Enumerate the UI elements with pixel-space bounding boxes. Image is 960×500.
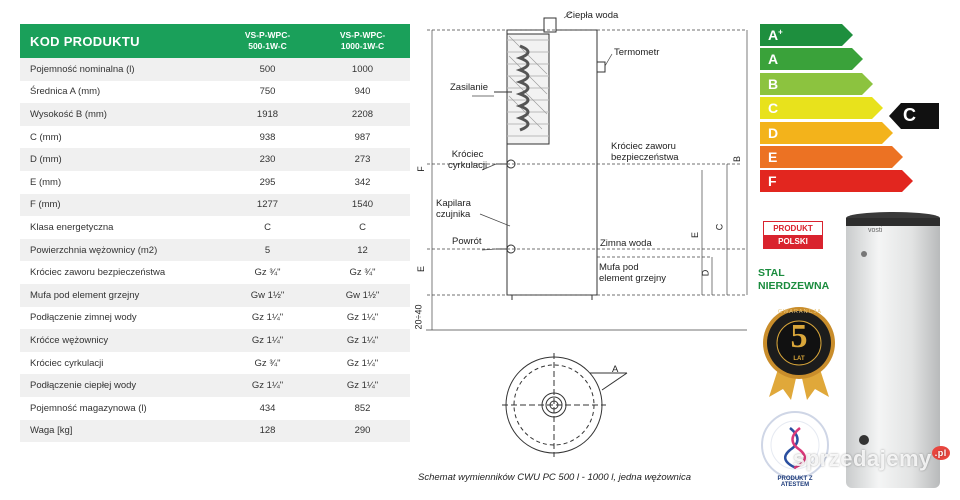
value-1000: Gz 1¼" — [346, 380, 379, 392]
value-500: Gw 1½" — [250, 289, 285, 301]
spec-table-body — [20, 58, 410, 442]
energy-class-letter: B — [768, 75, 779, 92]
value-1000: Gz 1¼" — [346, 312, 379, 324]
value-1000: 940 — [354, 86, 371, 98]
value-500: 750 — [259, 86, 276, 98]
value-500: 500 — [259, 63, 276, 75]
row-label: Króciec cyrkulacji — [30, 357, 104, 369]
value-1000: C — [359, 221, 366, 233]
row-label: Wysokość B (mm) — [30, 108, 107, 120]
dim-a: A — [612, 364, 619, 375]
table-row — [20, 148, 410, 171]
spec-table-header — [20, 24, 410, 58]
row-label: Waga [kg] — [30, 425, 73, 437]
row-label: C (mm) — [30, 131, 62, 143]
energy-class-bar — [760, 122, 894, 144]
dim-d: D — [700, 269, 711, 277]
table-row — [20, 171, 410, 194]
table-row — [20, 103, 410, 126]
energy-arrow — [760, 97, 884, 119]
row-label: E (mm) — [30, 176, 62, 188]
value-1000: 290 — [354, 425, 371, 437]
energy-class-bar — [760, 146, 904, 168]
header-model-500: VS-P-WPC- 500-1W-C — [244, 30, 291, 51]
value-1000: 12 — [357, 244, 368, 256]
row-label: Króciec zaworu bezpieczeństwa — [30, 267, 166, 279]
brand-logo: vosti — [868, 227, 883, 234]
value-1000: 273 — [354, 154, 371, 166]
energy-arrow — [760, 146, 904, 168]
value-500: 1918 — [256, 108, 279, 120]
table-row — [20, 216, 410, 239]
label-sensor: Kapilara czujnika — [436, 198, 471, 220]
table-row — [20, 81, 410, 104]
energy-class-letter: F — [768, 173, 777, 190]
dim-e: E — [416, 265, 427, 273]
warranty-ring-text: GWARANCJA — [778, 309, 822, 315]
table-row — [20, 397, 410, 420]
energy-class-bar — [760, 97, 884, 119]
label-cold-water: Zimna woda — [600, 238, 652, 249]
row-label: Średnica A (mm) — [30, 86, 101, 98]
table-row — [20, 261, 410, 284]
value-1000: 1000 — [351, 63, 374, 75]
row-label: Króćce wężownicy — [30, 334, 109, 346]
value-500: Gz 1¼" — [251, 312, 284, 324]
table-row — [20, 239, 410, 262]
dim-f: F — [415, 166, 426, 172]
tank-diagram — [412, 0, 760, 500]
certification-text: PRODUKT Z ATESTEM — [777, 476, 813, 488]
row-label: Klasa energetyczna — [30, 221, 114, 233]
badge-polish: POLSKI — [764, 235, 822, 248]
energy-class-bar — [760, 48, 864, 70]
label-return: Powrót — [452, 236, 482, 247]
energy-class-bar — [760, 24, 854, 46]
site-watermark: sprzedajemy $^{.pl}$ — [793, 446, 950, 472]
diagram-caption: Schemat wymienników CWU PC 500 l - 1000 l, jedna wężownica — [418, 472, 691, 483]
energy-class-bar — [760, 170, 914, 192]
value-1000: 987 — [354, 131, 371, 143]
row-label: D (mm) — [30, 154, 62, 166]
row-label: Pojemność magazynowa (l) — [30, 402, 147, 414]
energy-class-letter: A+ — [768, 27, 783, 43]
value-500: Gz 1¼" — [251, 380, 284, 392]
value-500: Gz ¾" — [254, 357, 281, 369]
label-safety-valve: Króciec zaworu bezpieczeństwa — [611, 141, 679, 163]
row-label: Podłączenie zimnej wody — [30, 312, 137, 324]
label-supply: Zasilanie — [450, 82, 489, 93]
header-model-1000: VS-P-WPC- 1000-1W-C — [339, 30, 386, 51]
value-500: C — [264, 221, 271, 233]
value-1000: 2208 — [351, 108, 374, 120]
label-thermometer: Termometr — [614, 47, 660, 58]
energy-rating-marker — [889, 103, 939, 129]
label-hot-water: Ciepła woda — [566, 10, 619, 21]
row-label: F (mm) — [30, 199, 61, 211]
value-500: 938 — [259, 131, 276, 143]
energy-rating-letter: C — [903, 105, 916, 125]
value-1000: 1540 — [351, 199, 374, 211]
dim-feet: 20÷40 — [413, 304, 424, 330]
row-label: Podłączenie ciepłej wody — [30, 380, 137, 392]
value-500: 434 — [259, 402, 276, 414]
value-1000: 852 — [354, 402, 371, 414]
value-500: 128 — [259, 425, 276, 437]
table-row — [20, 284, 410, 307]
stainless-steel-label: STAL NIERDZEWNA — [758, 267, 830, 292]
label-circulation: Króciec cyrkulacji — [448, 149, 488, 171]
value-1000: Gz ¾" — [349, 267, 376, 279]
value-500: 1277 — [256, 199, 279, 211]
value-500: Gz 1¼" — [251, 334, 284, 346]
value-500: 230 — [259, 154, 276, 166]
badge-product: PRODUKT — [764, 222, 822, 235]
spec-table — [20, 24, 410, 442]
label-heater-socket: Mufa pod element grzejny — [599, 262, 667, 284]
row-label: Pojemność nominalna (l) — [30, 63, 135, 75]
energy-class-letter: C — [768, 100, 779, 117]
polish-product-badge — [763, 221, 823, 249]
dim-e2: E — [690, 231, 701, 239]
value-500: 5 — [264, 244, 271, 256]
energy-class-letter: E — [768, 149, 778, 165]
warranty-unit: LAT — [793, 356, 805, 362]
table-row — [20, 307, 410, 330]
value-500: 295 — [259, 176, 276, 188]
energy-class-letter: A — [768, 51, 779, 68]
table-row — [20, 58, 410, 81]
table-row — [20, 352, 410, 375]
energy-arrow — [760, 170, 914, 192]
table-row — [20, 329, 410, 352]
energy-arrow — [760, 122, 894, 144]
table-row — [20, 420, 410, 443]
tank-drawing — [412, 0, 760, 500]
dim-b: B — [732, 155, 743, 163]
value-500: Gz ¾" — [254, 267, 281, 279]
table-row — [20, 194, 410, 217]
table-row — [20, 374, 410, 397]
value-1000: Gz 1¼" — [346, 334, 379, 346]
dim-c: C — [714, 223, 725, 231]
warranty-years: 5 — [790, 318, 808, 355]
energy-class-letter: D — [768, 124, 779, 141]
value-1000: Gz 1¼" — [346, 357, 379, 369]
header-product-code: KOD PRODUKTU — [30, 33, 140, 49]
value-1000: Gw 1½" — [345, 289, 380, 301]
row-label: Mufa pod element grzejny — [30, 289, 140, 301]
energy-class-bar — [760, 73, 874, 95]
table-row — [20, 126, 410, 149]
value-1000: 342 — [354, 176, 371, 188]
row-label: Powierzchnia wężownicy (m2) — [30, 244, 158, 256]
